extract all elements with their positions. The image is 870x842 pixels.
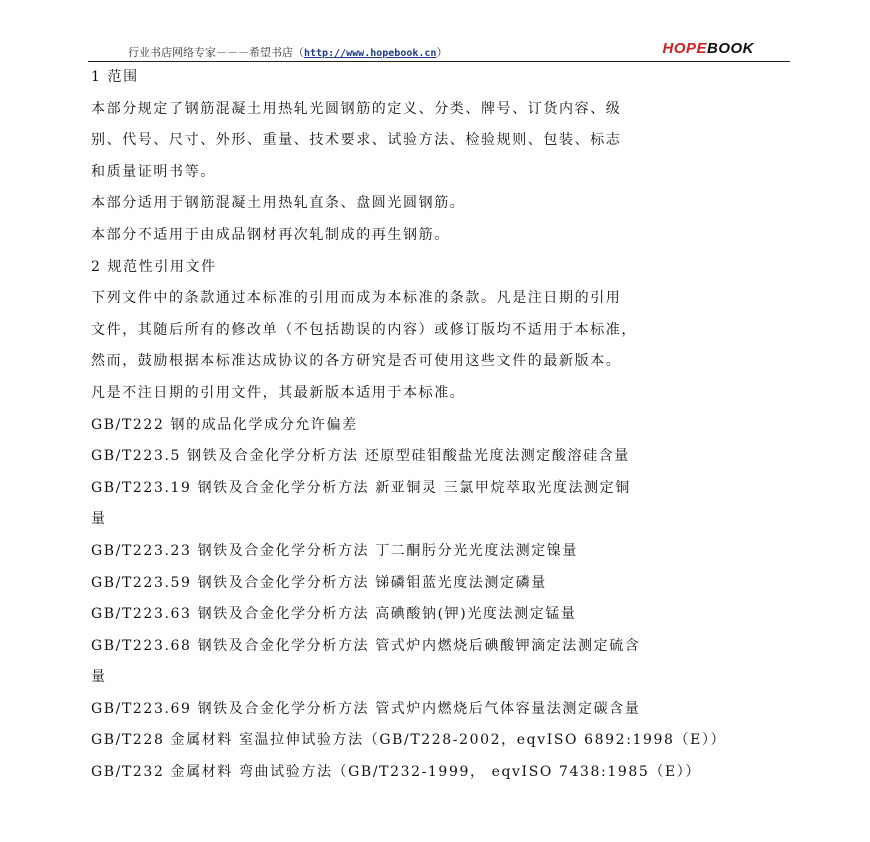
hopebook-logo xyxy=(662,40,754,57)
reference-item: GB/T223.68 钢铁及合金化学分析方法 管式炉内燃烧后碘酸钾滴定法测定硫含 xyxy=(91,637,641,654)
logo-hope: HOPE xyxy=(662,40,707,57)
paragraph-line: 本部分规定了钢筋混凝土用热轧光圆钢筋的定义、分类、牌号、订货内容、级 xyxy=(91,100,622,117)
paragraph-line: 文件，其随后所有的修改单（不包括勘误的内容）或修订版均不适用于本标准， xyxy=(91,321,637,338)
reference-item: GB/T223.5 钢铁及合金化学分析方法 还原型硅钼酸盐光度法测定酸溶硅含量 xyxy=(91,448,630,465)
paragraph-line: 和质量证明书等。 xyxy=(91,163,216,180)
paragraph-line: 本部分不适用于由成品钢材再次轧制成的再生钢筋。 xyxy=(91,226,450,243)
page-header xyxy=(88,40,790,62)
reference-item: GB/T223.69 钢铁及合金化学分析方法 管式炉内燃烧后气体容量法测定碳含量 xyxy=(91,700,641,717)
header-url-link[interactable]: http://www.hopebook.cn xyxy=(304,48,437,59)
paragraph-line: 别、代号、尺寸、外形、重量、技术要求、试验方法、检验规则、包装、标志 xyxy=(91,132,622,149)
paragraph-line: 凡是不注日期的引用文件，其最新版本适用于本标准。 xyxy=(91,384,466,401)
document-body xyxy=(91,62,791,789)
header-close-paren: ） xyxy=(436,46,448,59)
reference-item: GB/T232 金属材料 弯曲试验方法（GB/T232-1999， eqvISO 7438:1985（E）） xyxy=(91,764,702,781)
reference-item: GB/T223.63 钢铁及合金化学分析方法 高碘酸钠(钾)光度法测定锰量 xyxy=(91,606,577,623)
reference-item: GB/T223.19 钢铁及合金化学分析方法 新亚铜灵 三氯甲烷萃取光度法测定铜 xyxy=(91,479,631,496)
reference-item-continuation: 量 xyxy=(91,669,107,686)
reference-item: GB/T223.23 钢铁及合金化学分析方法 丁二酮肟分光光度法测定镍量 xyxy=(91,542,579,559)
reference-item: GB/T223.59 钢铁及合金化学分析方法 锑磷钼蓝光度法测定磷量 xyxy=(91,574,547,591)
reference-item: GB/T228 金属材料 室温拉伸试验方法（GB/T228-2002，eqvISO 6892:1998（E）） xyxy=(91,732,727,749)
section-heading-scope: 1 范围 xyxy=(91,69,139,85)
logo-book: BOOK xyxy=(707,40,754,57)
section-heading-references: 2 规范性引用文件 xyxy=(91,258,217,275)
paragraph-line: 下列文件中的条款通过本标准的引用而成为本标准的条款。凡是注日期的引用 xyxy=(91,290,622,307)
reference-item-continuation: 量 xyxy=(91,511,107,528)
reference-item: GB/T222 钢的成品化学成分允许偏差 xyxy=(91,416,358,433)
paragraph-line: 然而，鼓励根据本标准达成协议的各方研究是否可使用这些文件的最新版本。 xyxy=(91,353,622,370)
paragraph-line: 本部分适用于钢筋混凝土用热轧直条、盘圆光圆钢筋。 xyxy=(91,195,466,212)
header-site-text xyxy=(128,44,447,60)
header-tagline: 行业书店网络专家－－－希望书店（ xyxy=(128,46,304,59)
